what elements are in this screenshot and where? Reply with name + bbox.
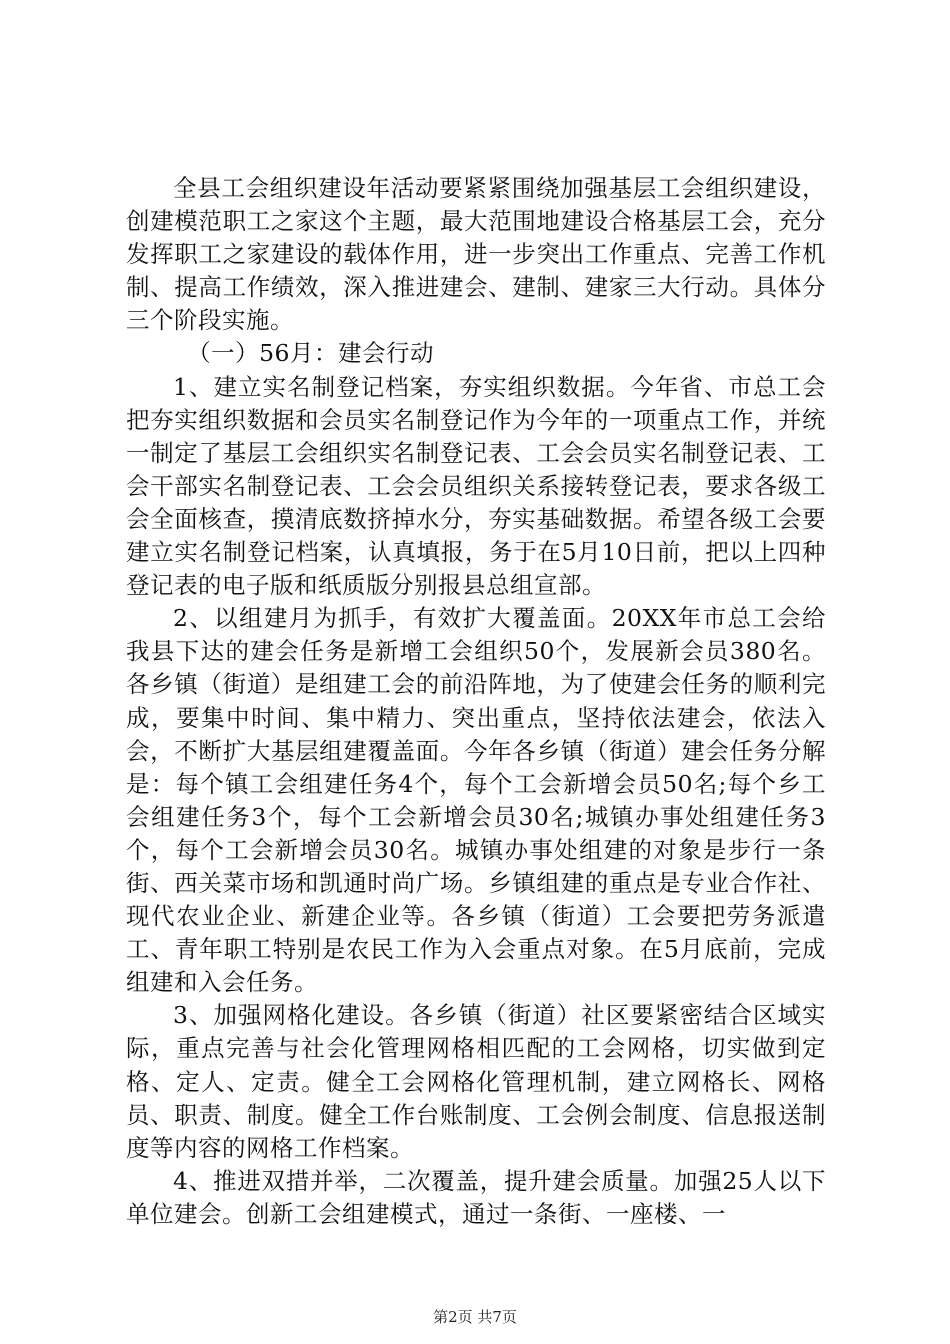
paragraph-item-1: 1、建立实名制登记档案，夯实组织数据。今年省、市总工会把夯实组织数据和会员实名制登记作为今年的一项重点工作，并统一制定了基层工会组织实名制登记表、工会会员实名制登记表、工会干部实名制登记表、工会会员组织关系接转登记表，要求各级工会全面核查，摸清底数挤掉水分，夯实基础数据。希望各级工会要建立实名制登记档案，认真填报，务于在5月10日前，把以上四种登记表的电子版和纸质版分别报县总组宣部。 bbox=[126, 372, 826, 600]
document-body bbox=[126, 172, 826, 1231]
paragraph-item-3: 3、加强网格化建设。各乡镇（街道）社区要紧密结合区域实际，重点完善与社会化管理网格相匹配的工会网格，切实做到定格、定人、定责。健全工会网格化管理机制，建立网格长、网格员、职责、制度。健全工作台账制度、工会例会制度、信息报送制度等内容的网格工作档案。 bbox=[126, 1001, 826, 1162]
page-footer: 第2页 共7页 bbox=[433, 1308, 517, 1326]
section-heading: （一）56月：建会行动 bbox=[187, 339, 434, 368]
paragraph-intro: 全县工会组织建设年活动要紧紧围绕加强基层工会组织建设，创建模范职工之家这个主题，最大范围地建设合格基层工会，充分发挥职工之家建设的载体作用，进一步突出工作重点、完善工作机制、提高工作绩效，深入推进建会、建制、建家三大行动。具体分三个阶段实施。 bbox=[126, 174, 826, 335]
paragraph-item-2: 2、以组建月为抓手，有效扩大覆盖面。20XX年市总工会给我县下达的建会任务是新增工会组织50个，发展新会员380名。各乡镇（街道）是组建工会的前沿阵地，为了使建会任务的顺利完成，要集中时间、集中精力、突出重点，坚持依法建会，依法入会，不断扩大基层组建覆盖面。今年各乡镇（街道）建会任务分解是：每个镇工会组建任务4个，每个工会新增会员50名;每个乡工会组建任务3个，每个工会新增会员30名;城镇办事处组建任务3个，每个工会新增会员30名。城镇办事处组建的对象是步行一条街、西关菜市场和凯通时尚广场。乡镇组建的重点是专业合作社、现代农业企业、新建企业等。各乡镇（街道）工会要把劳务派遣工、青年职工特别是农民工作为入会重点对象。在5月底前，完成组建和入会任务。 bbox=[126, 604, 826, 997]
paragraph-item-4: 4、推进双措并举，二次覆盖，提升建会质量。加强25人以下单位建会。创新工会组建模式，通过一条街、一座楼、一 bbox=[126, 1166, 826, 1228]
